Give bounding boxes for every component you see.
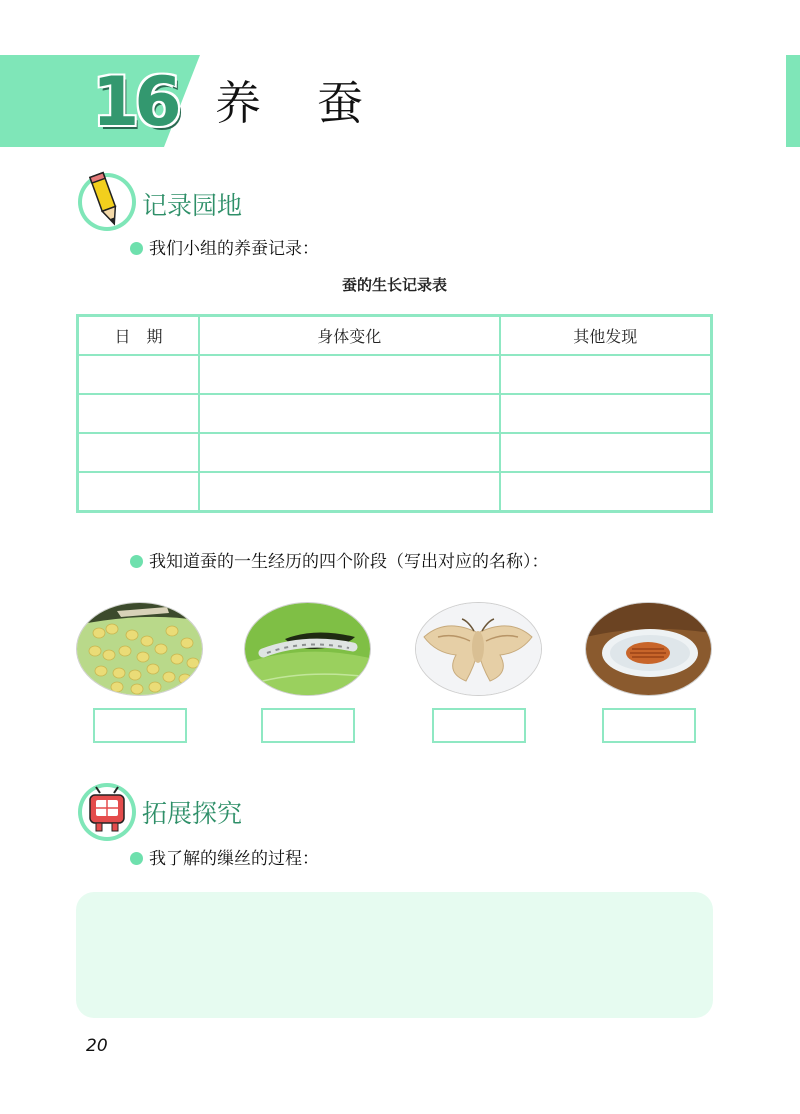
- extension-prompt-line: [130, 847, 319, 871]
- page-number: 20: [86, 1036, 108, 1056]
- stage-answer-box[interactable]: [261, 708, 355, 743]
- reeling-process-answer-area[interactable]: [76, 892, 713, 1018]
- table-cell-input[interactable]: [500, 355, 712, 394]
- growth-record-table: [76, 314, 713, 513]
- banner-edge-strip: [786, 55, 800, 147]
- record-section-title: 记录园地: [142, 191, 243, 220]
- lesson-number: 16: [92, 63, 177, 142]
- column-header-other-findings: 其他发现: [500, 316, 712, 356]
- silkworm-eggs-photo: [76, 602, 203, 696]
- table-cell-input[interactable]: [199, 433, 499, 472]
- stage-answer-box[interactable]: [432, 708, 526, 743]
- stage-answer-box[interactable]: [602, 708, 696, 743]
- bullet-dot-icon: [130, 852, 143, 865]
- bullet-dot-icon: [130, 555, 143, 568]
- table-cell-input[interactable]: [78, 355, 200, 394]
- table-row: [78, 355, 712, 394]
- table-cell-input[interactable]: [500, 472, 712, 512]
- lesson-title: 养蚕: [215, 76, 419, 130]
- table-caption: 蚕的生长记录表: [341, 276, 447, 294]
- pencil-icon: [78, 173, 136, 231]
- silkworm-larva-photo: [244, 602, 371, 696]
- table-cell-input[interactable]: [78, 433, 200, 472]
- extension-prompt: 我了解的缫丝的过程：: [149, 849, 319, 869]
- table-cell-input[interactable]: [199, 472, 499, 512]
- table-row: [78, 433, 712, 472]
- record-prompt-line: [130, 237, 319, 261]
- table-cell-input[interactable]: [78, 394, 200, 433]
- table-row: [78, 394, 712, 433]
- column-header-date: 日 期: [78, 316, 200, 356]
- table-cell-input[interactable]: [199, 355, 499, 394]
- silkworm-pupa-photo: [585, 602, 712, 696]
- stages-prompt-line: [130, 550, 549, 574]
- silk-moth-photo: [415, 602, 542, 696]
- table-header-row: [78, 316, 712, 356]
- column-header-body-change: 身体变化: [199, 316, 499, 356]
- table-cell-input[interactable]: [500, 394, 712, 433]
- bullet-dot-icon: [130, 242, 143, 255]
- record-prompt: 我们小组的养蚕记录：: [149, 239, 319, 259]
- table-cell-input[interactable]: [78, 472, 200, 512]
- stages-prompt: 我知道蚕的一生经历的四个阶段（写出对应的名称）：: [149, 552, 549, 572]
- extension-section-title: 拓展探究: [142, 799, 243, 828]
- stage-answer-box[interactable]: [93, 708, 187, 743]
- table-cell-input[interactable]: [199, 394, 499, 433]
- table-cell-input[interactable]: [500, 433, 712, 472]
- table-row: [78, 472, 712, 512]
- tv-robot-icon: [78, 783, 136, 841]
